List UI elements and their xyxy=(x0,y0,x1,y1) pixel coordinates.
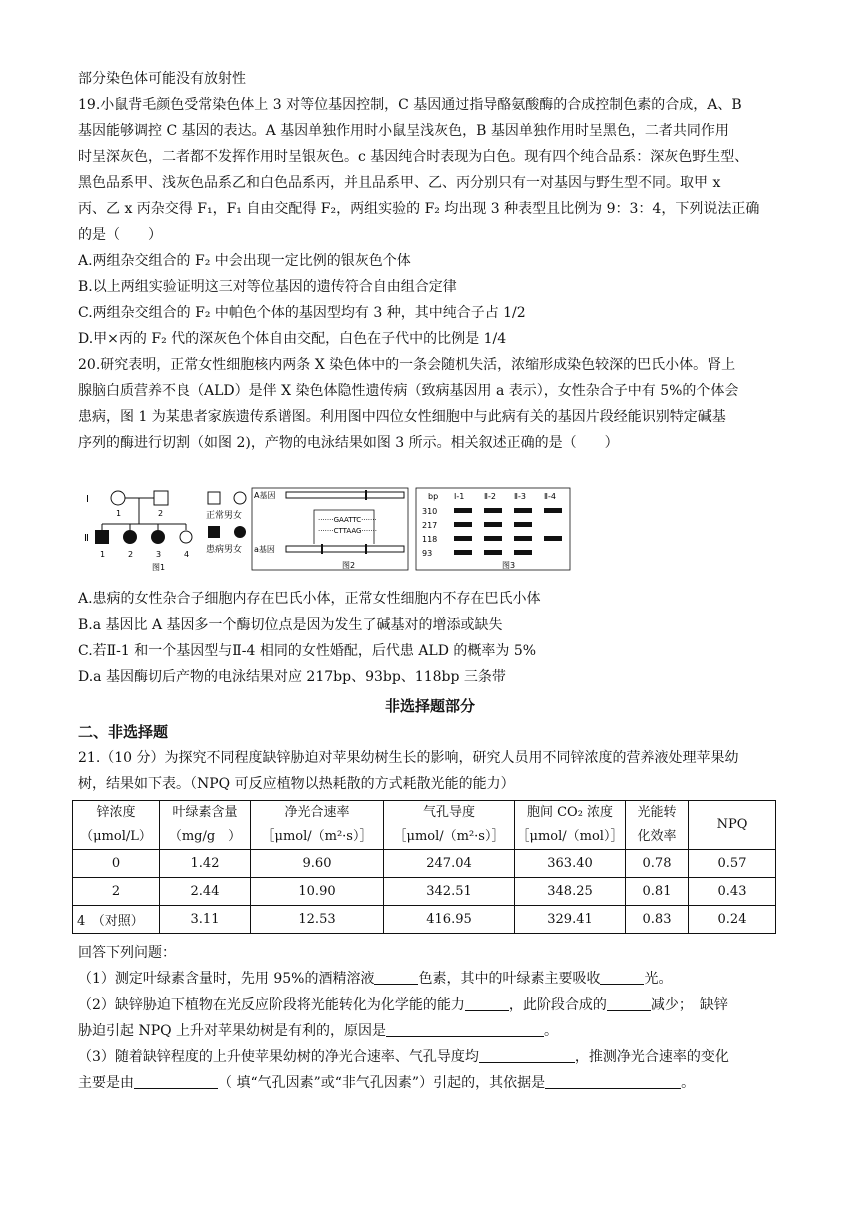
q19-line: 19.小鼠背毛颜色受常染色体上 3 对等位基因控制，C 基因通过指导酪氨酸酶的合成控制色素的合成，A、B xyxy=(78,97,742,113)
table-row xyxy=(73,878,776,906)
sequence-bottom: ·······CTTAAG······· xyxy=(318,527,377,535)
table-row xyxy=(73,906,776,934)
question-21 xyxy=(78,745,778,797)
q20-line: 20.研究表明，正常女性细胞核内两条 X 染色体中的一条会随机失活，浓缩形成染色较深的巴氏小体。肾上 xyxy=(78,357,736,373)
answer-blank[interactable] xyxy=(479,1048,575,1063)
size-label: 310 xyxy=(422,507,438,516)
electrophoresis-gel xyxy=(416,488,570,570)
pedigree-number: 2 xyxy=(128,550,134,559)
answer-blank[interactable] xyxy=(374,970,418,985)
question-19 xyxy=(78,92,778,352)
table-cell: 3.11 xyxy=(160,906,251,934)
q21-answers xyxy=(78,940,778,1096)
gel-band xyxy=(454,550,472,555)
section-title: 二、非选择题 xyxy=(78,723,169,741)
gel-band xyxy=(484,536,502,541)
table-cell: 342.51 xyxy=(384,878,515,906)
gel-band xyxy=(484,522,502,527)
header-cell: 气孔导度 ［μmol/（m²·s）］ xyxy=(384,801,515,850)
gene-a-recessive-label: a基因 xyxy=(254,545,275,554)
size-label: 118 xyxy=(422,535,438,544)
q19-line: 时呈深灰色，二者都不发挥作用时呈银灰色。c 基因纯合时表现为白色。现有四个纯合品系：深灰色野生型、 xyxy=(78,149,749,165)
gel-band xyxy=(484,550,502,555)
gel-band xyxy=(454,508,472,513)
q19-option-d: D.甲×丙的 F₂ 代的深灰色个体自由交配，白色在子代中的比例是 1/4 xyxy=(78,331,507,347)
header-cell: 光能转 化效率 xyxy=(626,801,689,850)
answer-blank[interactable] xyxy=(465,996,509,1011)
q20-option-c: C.若Ⅱ-1 和一个基因型与Ⅱ-4 相同的女性婚配，后代患 ALD 的概率为 5% xyxy=(78,643,537,659)
answer-blank[interactable] xyxy=(386,1022,544,1037)
female-normal-symbol xyxy=(111,491,125,505)
table-cell: 0.57 xyxy=(689,850,776,878)
q20-option-b: B.a 基因比 A 基因多一个酶切位点是因为发生了碱基对的增添或缺失 xyxy=(78,617,503,633)
lane-label: Ⅱ-2 xyxy=(484,492,496,501)
figure-1-caption: 图1 xyxy=(152,563,166,572)
table-cell: 0.81 xyxy=(626,878,689,906)
table-cell: 363.40 xyxy=(515,850,626,878)
pedigree-number: 1 xyxy=(100,550,106,559)
q19-line: 基因能够调控 C 基因的表达。A 基因单独作用时小鼠呈浅灰色，B 基因单独作用时呈黑色，二者共同作用 xyxy=(78,123,729,139)
q20-line: 腺脑白质营养不良（ALD）是伴 X 染色体隐性遗传病（致病基因用 a 表示），女性杂合子中有 5%的个体会 xyxy=(78,383,739,399)
male-affected-symbol xyxy=(95,530,109,544)
table-cell: 0 xyxy=(73,850,160,878)
q19-line: 黑色品系甲、浅灰色品系乙和白色品系丙，并且品系甲、乙、丙分别只有一对基因与野生型不同。取甲 x xyxy=(78,175,721,191)
table-cell: 1.42 xyxy=(160,850,251,878)
q19-option-b: B.以上两组实验证明这三对等位基因的遗传符合自由组合定律 xyxy=(78,279,457,295)
gel-band xyxy=(454,522,472,527)
gel-band xyxy=(544,508,562,513)
answer-intro: 回答下列问题： xyxy=(78,945,176,961)
q20-option-d: D.a 基因酶切后产物的电泳结果对应 217bp、93bp、118bp 三条带 xyxy=(78,669,506,685)
table-row xyxy=(73,850,776,878)
table-cell: 0.78 xyxy=(626,850,689,878)
restriction-diagram xyxy=(252,488,408,570)
pedigree-chart xyxy=(84,491,246,572)
table-header-row xyxy=(73,801,776,850)
answer-blank[interactable] xyxy=(545,1074,681,1089)
table-cell: 329.41 xyxy=(515,906,626,934)
legend-affected: 患病男女 xyxy=(206,545,243,555)
table-cell: 2 xyxy=(73,878,160,906)
zinc-data-table xyxy=(72,800,776,934)
table-cell: 0.83 xyxy=(626,906,689,934)
q20-options xyxy=(78,586,778,690)
female-affected-symbol xyxy=(151,530,165,544)
table-cell: 0.43 xyxy=(689,878,776,906)
sub-question-2: （2）缺锌胁迫下植物在光反应阶段将光能转化为化学能的能力 ，此阶段合成的 减少； 缺锌 xyxy=(78,997,728,1013)
answer-blank[interactable] xyxy=(607,996,651,1011)
answer-blank[interactable] xyxy=(600,970,644,985)
figure-3-caption: 图3 xyxy=(502,561,516,570)
sub-question-3-cont: 主要是由 （ 填“气孔因素”或“非气孔因素”）引起的，其依据是 。 xyxy=(78,1075,696,1091)
female-normal-symbol xyxy=(180,531,192,543)
gel-band xyxy=(454,536,472,541)
question-20 xyxy=(78,352,778,456)
q19-line: 丙、乙 x 丙杂交得 F₁，F₁ 自由交配得 F₂，两组实验的 F₂ 均出现 3 种表型且比例为 9：3：4，下列说法正确 xyxy=(78,201,760,217)
table-cell: 247.04 xyxy=(384,850,515,878)
intro-line: 部分染色体可能没有放射性 xyxy=(78,71,246,87)
gel-band xyxy=(544,536,562,541)
answer-blank[interactable] xyxy=(134,1074,218,1089)
table-cell: 348.25 xyxy=(515,878,626,906)
pedigree-number: 2 xyxy=(158,509,164,518)
lane-label: Ⅱ-3 xyxy=(514,492,526,501)
gel-band xyxy=(484,508,502,513)
q20-line: 序列的酶进行切割（如图 2)，产物的电泳结果如图 3 所示。相关叙述正确的是（ ） xyxy=(78,435,619,451)
q20-line: 患病，图 1 为某患者家族遗传系谱图。利用图中四位女性细胞中与此病有关的基因片段经能识别特定碱基 xyxy=(78,409,726,425)
q20-option-a: A.患病的女性杂合子细胞内存在巴氏小体，正常女性细胞内不存在巴氏小体 xyxy=(78,591,541,607)
header-cell: 胞间 CO₂ 浓度 ［μmol/（mol）］ xyxy=(515,801,626,850)
sub-question-2-cont: 胁迫引起 NPQ 上升对苹果幼树是有利的，原因是 。 xyxy=(78,1023,559,1039)
q21-line: 21.（10 分）为探究不同程度缺锌胁迫对苹果幼树生长的影响，研究人员用不同锌浓度的营养液处理苹果幼 xyxy=(78,750,739,766)
gel-band xyxy=(514,550,532,555)
header-cell: 净光合速率 ［μmol/（m²·s）］ xyxy=(251,801,384,850)
gel-band xyxy=(514,522,532,527)
header-cell: NPQ xyxy=(689,801,776,850)
pedigree-number: 4 xyxy=(184,550,190,559)
section-center-title: 非选择题部分 xyxy=(384,697,475,715)
q19-option-a: A.两组杂交组合的 F₂ 中会出现一定比例的银灰色个体 xyxy=(78,253,411,269)
sub-question-3: （3）随着缺锌程度的上升使苹果幼树的净光合速率、气孔导度均 ，推测净光合速率的变化 xyxy=(78,1049,729,1065)
q20-figure xyxy=(82,486,632,572)
table-cell: 9.60 xyxy=(251,850,384,878)
gel-band xyxy=(514,508,532,513)
table-cell: 416.95 xyxy=(384,906,515,934)
bp-label: bp xyxy=(428,492,439,501)
q19-option-c: C.两组杂交组合的 F₂ 中帕色个体的基因型均有 3 种，其中纯合子占 1/2 xyxy=(78,305,526,321)
legend-normal: 正常男女 xyxy=(206,511,243,521)
table-cell: 10.90 xyxy=(251,878,384,906)
table-cell: 0.24 xyxy=(689,906,776,934)
generation-i-label: Ⅰ xyxy=(86,494,89,505)
pedigree-number: 1 xyxy=(116,509,122,518)
generation-ii-label: Ⅱ xyxy=(84,533,89,544)
header-cell: 锌浓度 （μmol/L） xyxy=(73,801,160,850)
lane-label: Ⅰ-1 xyxy=(454,492,465,501)
female-affected-symbol xyxy=(123,530,137,544)
male-normal-symbol xyxy=(154,491,168,505)
header-cell: 叶绿素含量 （mg/g ） xyxy=(160,801,251,850)
gene-a-dominant-label: A基因 xyxy=(254,491,276,500)
size-label: 93 xyxy=(422,549,433,558)
q21-line: 树，结果如下表。（NPQ 可反应植物以热耗散的方式耗散光能的能力） xyxy=(78,776,515,792)
sub-question-1: （1）测定叶绿素含量时，先用 95%的酒精溶液 色素，其中的叶绿素主要吸收 光。 xyxy=(78,971,673,987)
gel-band xyxy=(514,536,532,541)
table-cell: 12.53 xyxy=(251,906,384,934)
table-cell: 2.44 xyxy=(160,878,251,906)
figure-2-caption: 图2 xyxy=(342,561,356,570)
q19-line: 的是（ ） xyxy=(78,227,162,243)
pedigree-number: 3 xyxy=(156,550,162,559)
table-cell: 4 （对照） xyxy=(73,906,160,934)
size-label: 217 xyxy=(422,521,438,530)
sequence-top: ·······GAATTC······· xyxy=(318,516,377,524)
lane-label: Ⅱ-4 xyxy=(544,492,556,501)
